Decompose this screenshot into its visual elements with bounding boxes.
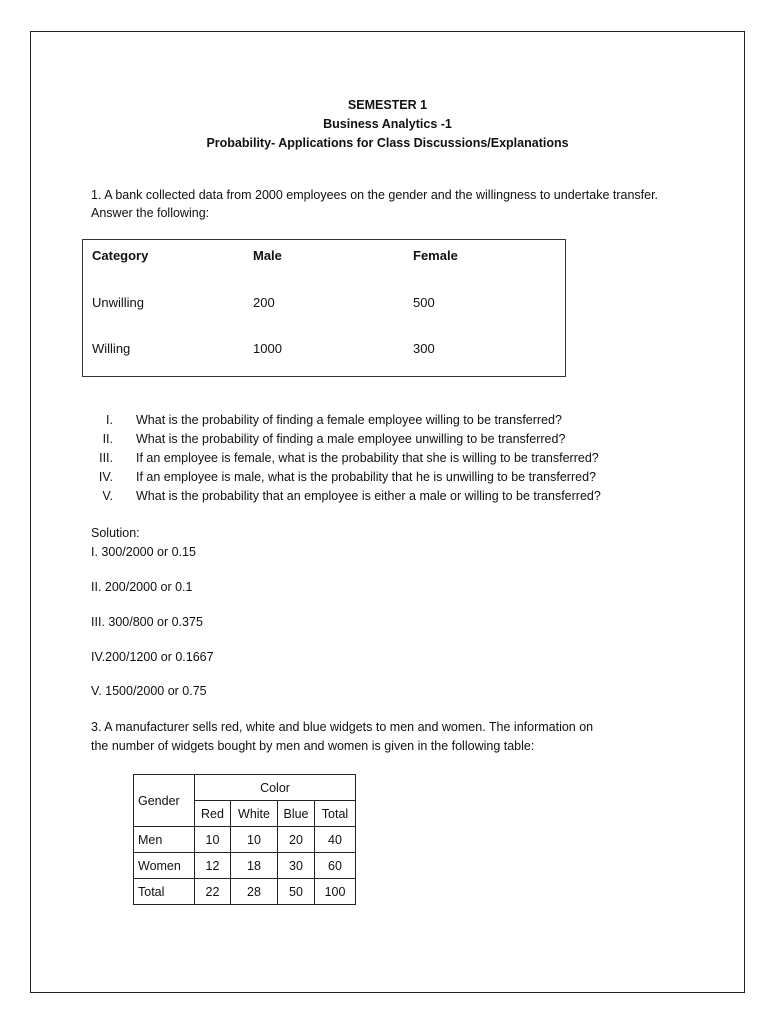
course-title: Business Analytics -1 xyxy=(323,117,452,131)
semester-title: SEMESTER 1 xyxy=(347,98,428,112)
question-1-line-2: Answer the following: xyxy=(91,206,210,220)
table-cell: 500 xyxy=(413,295,435,310)
question-text: If an employee is male, what is the probability that he is unwilling to be transferred? xyxy=(136,470,596,484)
list-item xyxy=(91,468,731,487)
table-cell: 100 xyxy=(315,879,356,905)
table-cell: 60 xyxy=(315,853,356,879)
solution-answer: IV.200/1200 or 0.1667 xyxy=(91,650,214,664)
table-cell: 10 xyxy=(231,827,278,853)
table-cell: 1000 xyxy=(253,341,282,356)
list-item xyxy=(91,487,731,506)
question-text: What is the probability that an employee is either a male or willing to be transferred? xyxy=(136,489,601,503)
table-row xyxy=(134,827,356,853)
question-number: I. xyxy=(106,413,113,427)
question-list xyxy=(91,411,731,506)
table-row xyxy=(134,775,356,801)
row-label: Men xyxy=(134,827,195,853)
solution-answer: I. 300/2000 or 0.15 xyxy=(91,545,196,559)
table-cell: 50 xyxy=(278,879,315,905)
question-1-line-1: 1. A bank collected data from 2000 employees on the gender and the willingness to undertake transfer. xyxy=(91,188,659,202)
table-cell: 12 xyxy=(195,853,231,879)
table-row xyxy=(134,853,356,879)
question-text: If an employee is female, what is the probability that she is willing to be transferred? xyxy=(136,451,599,465)
question-number: V. xyxy=(102,489,113,503)
table-cell: 22 xyxy=(195,879,231,905)
table-cell: Unwilling xyxy=(92,295,145,310)
table-row xyxy=(134,879,356,905)
table-cell: 10 xyxy=(195,827,231,853)
row-label: Total xyxy=(134,879,195,905)
document-page xyxy=(30,31,745,993)
question-3-text xyxy=(91,718,691,756)
solution-answer: II. 200/2000 or 0.1 xyxy=(91,580,193,594)
table-cell: 20 xyxy=(278,827,315,853)
table-cell: 300 xyxy=(413,341,435,356)
question-1-text xyxy=(91,186,691,222)
question-3-line-1: 3. A manufacturer sells red, white and blue widgets to men and women. The information on xyxy=(91,720,594,734)
question-text: What is the probability of finding a male employee unwilling to be transferred? xyxy=(136,432,566,446)
solution-answer: V. 1500/2000 or 0.75 xyxy=(91,684,207,698)
transfer-table xyxy=(82,239,566,377)
color-header: Color xyxy=(195,775,356,801)
topic-title: Probability- Applications for Class Discussions/Explanations xyxy=(206,136,569,150)
question-text: What is the probability of finding a female employee willing to be transferred? xyxy=(136,413,562,427)
list-item xyxy=(91,449,731,468)
sub-header: Blue xyxy=(278,801,315,827)
document-header xyxy=(31,96,744,153)
table-header-category: Category xyxy=(92,248,149,263)
list-item xyxy=(91,430,731,449)
sub-header: White xyxy=(231,801,278,827)
widget-table xyxy=(133,774,356,905)
table-cell: 200 xyxy=(253,295,275,310)
row-label: Women xyxy=(134,853,195,879)
table-cell: 30 xyxy=(278,853,315,879)
sub-header: Total xyxy=(315,801,356,827)
table-header-male: Male xyxy=(253,248,282,263)
question-number: II. xyxy=(102,432,113,446)
question-number: III. xyxy=(99,451,113,465)
table-cell: Willing xyxy=(92,341,131,356)
table-header-female: Female xyxy=(413,248,458,263)
solution-title: Solution: xyxy=(91,526,140,540)
table-cell: 28 xyxy=(231,879,278,905)
sub-header: Red xyxy=(195,801,231,827)
gender-header: Gender xyxy=(134,775,195,827)
question-3-line-2: the number of widgets bought by men and women is given in the following table: xyxy=(91,739,535,753)
list-item xyxy=(91,411,731,430)
table-cell: 40 xyxy=(315,827,356,853)
solution-answer: III. 300/800 or 0.375 xyxy=(91,615,203,629)
table-cell: 18 xyxy=(231,853,278,879)
question-number: IV. xyxy=(98,470,113,484)
